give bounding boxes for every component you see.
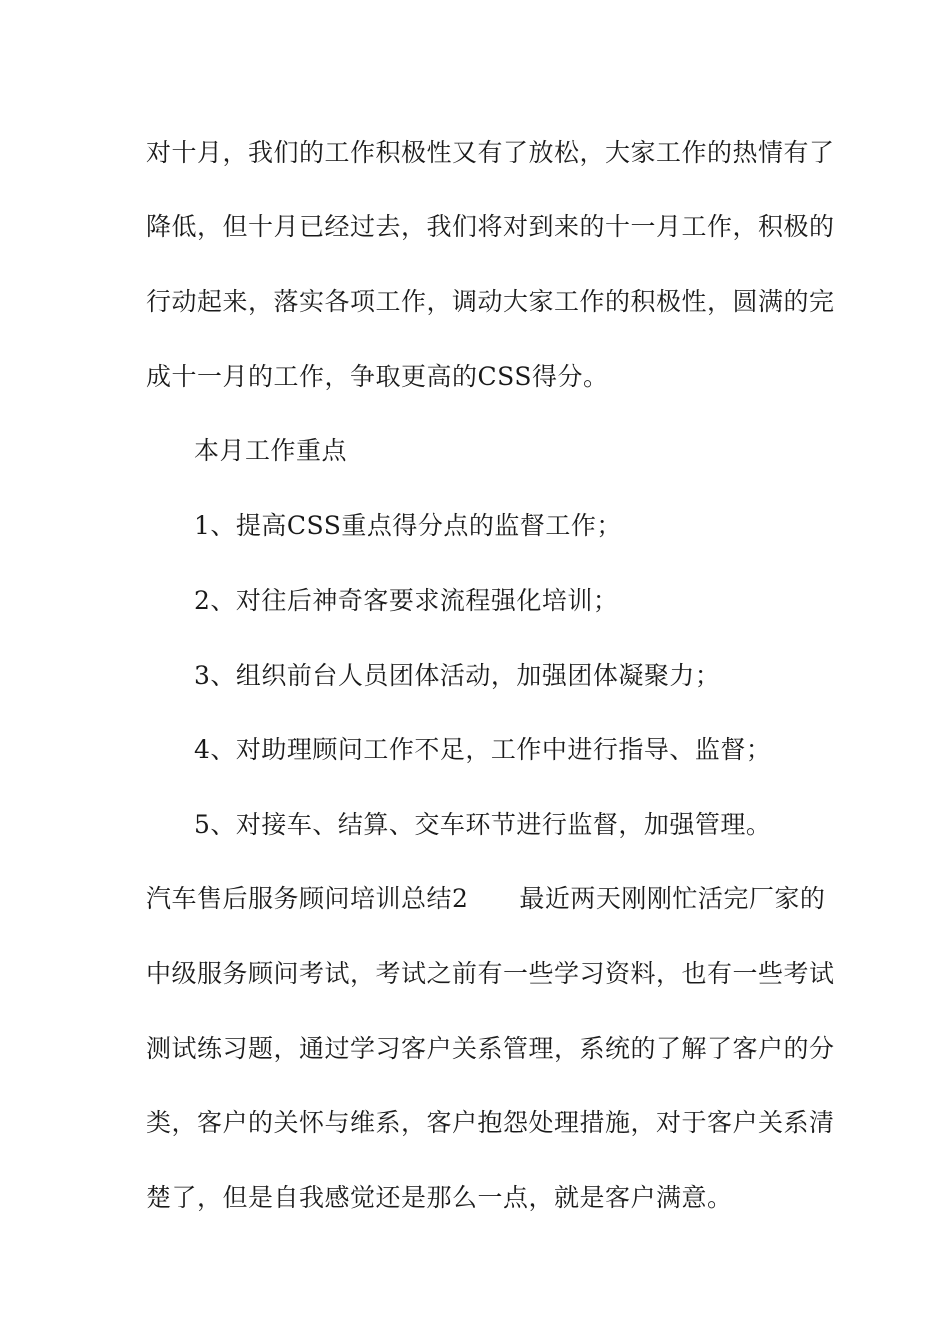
focus-list-item: 2、对往后神奇客要求流程强化培训； [194, 586, 619, 615]
focus-list-item: 3、组织前台人员团体活动，加强团体凝聚力； [194, 661, 721, 690]
paragraph-line: 中级服务顾问考试，考试之前有一些学习资料，也有一些考试 [146, 959, 835, 988]
paragraph-line: 测试练习题，通过学习客户关系管理，系统的了解了客户的分 [146, 1034, 835, 1063]
focus-list-item: 1、提高CSS重点得分点的监督工作； [194, 511, 622, 540]
focus-list-item: 4、对助理顾问工作不足，工作中进行指导、监督； [194, 735, 772, 764]
section-heading: 本月工作重点 [194, 436, 348, 465]
paragraph-line: 类，客户的关怀与维系，客户抱怨处理措施，对于客户关系清 [146, 1108, 835, 1137]
paragraph-line: 对十月，我们的工作积极性又有了放松，大家工作的热情有了 [146, 138, 835, 167]
focus-list-item: 5、对接车、结算、交车环节进行监督，加强管理。 [194, 810, 772, 839]
paragraph-line: 成十一月的工作，争取更高的CSS得分。 [146, 362, 609, 391]
paragraph-line: 汽车售后服务顾问培训总结2 最近两天刚刚忙活完厂家的 [146, 884, 826, 913]
paragraph-line: 降低，但十月已经过去，我们将对到来的十一月工作，积极的 [146, 212, 835, 241]
paragraph-line: 行动起来，落实各项工作，调动大家工作的积极性，圆满的完 [146, 287, 835, 316]
paragraph-line: 楚了，但是自我感觉还是那么一点，就是客户满意。 [146, 1183, 733, 1212]
